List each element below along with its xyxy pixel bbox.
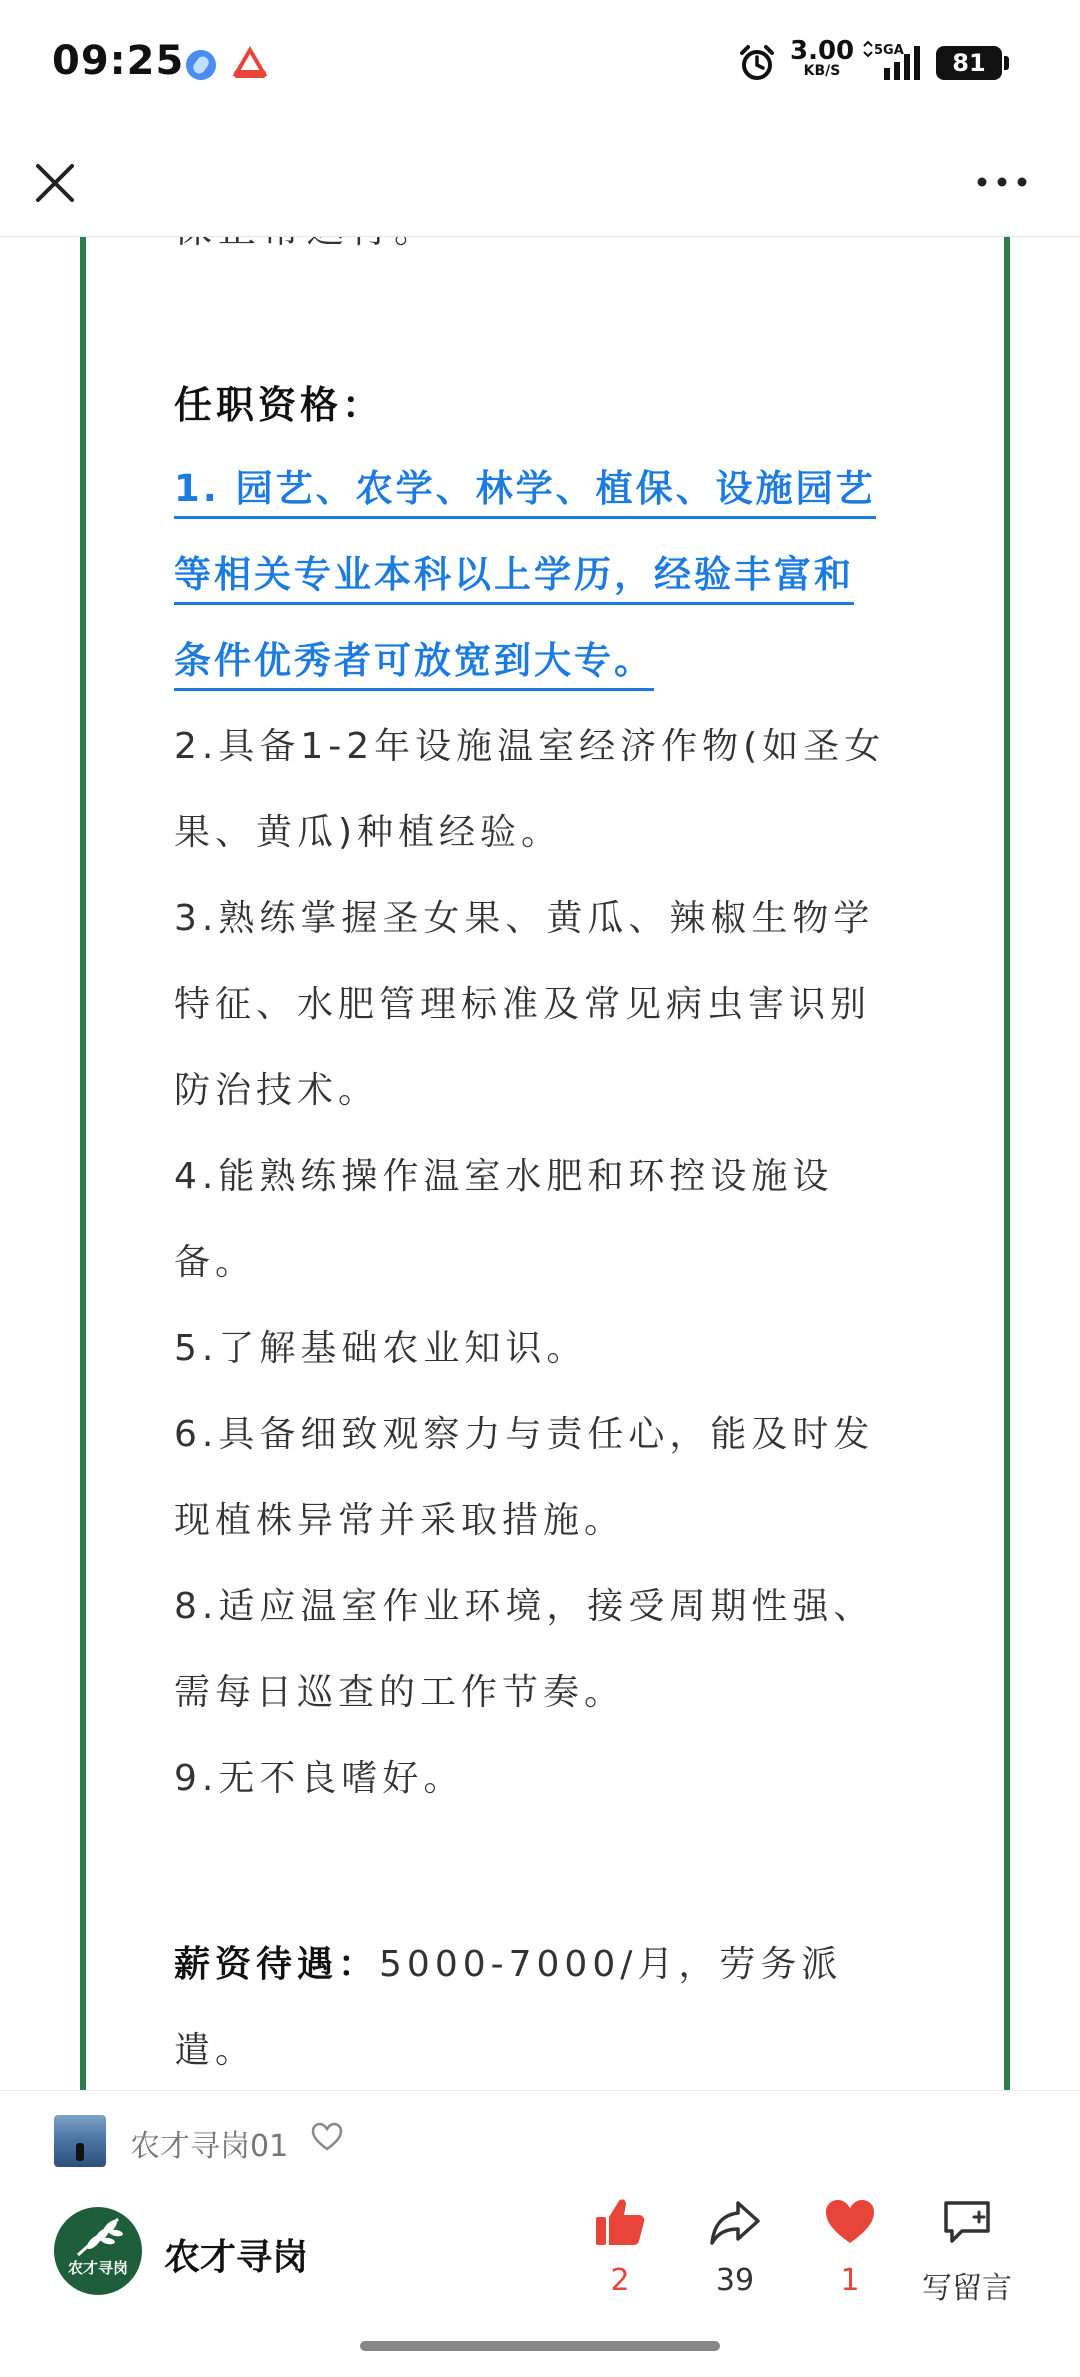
account-logo-text: 农才寻岗 (67, 2259, 128, 2277)
alarm-icon (738, 44, 776, 82)
requirement-line: 3.熟练掌握圣女果、黄瓜、辣椒生物学 (174, 898, 875, 939)
battery-indicator: 81 (936, 46, 1002, 80)
status-bar (0, 0, 1080, 128)
requirement-line: 5.了解基础农业知识。 (174, 1328, 588, 1369)
account-name[interactable]: 农才寻岗 (164, 2237, 309, 2278)
requirement-line: 8.适应温室作业环境，接受周期性强、 (174, 1586, 875, 1627)
signal-icon (862, 40, 924, 84)
heart-count: 1 (840, 2263, 860, 2298)
like-count: 2 (610, 2263, 630, 2298)
requirement-line: 4.能熟练操作温室水肥和环控设施设 (174, 1156, 834, 1197)
network-type: 5GA (874, 43, 904, 58)
requirement-line: 防治技术。 (174, 1070, 380, 1111)
heart-button[interactable] (795, 2195, 905, 2298)
thumbs-up-icon (593, 2195, 647, 2249)
comment-label: 写留言 (922, 2271, 1012, 2306)
requirement-line: 特征、水肥管理标准及常见病虫害识别 (174, 984, 872, 1025)
bottom-bar (0, 2090, 1080, 2377)
salary-label: 薪资待遇： (174, 1944, 380, 1985)
requirement-line: 现植株异常并采取措施。 (174, 1500, 626, 1541)
requirement-line: 9.无不良嗜好。 (174, 1758, 465, 1799)
requirement-line: 果、黄瓜)种植经验。 (174, 812, 563, 853)
network-speed-unit: KB/S (803, 63, 841, 79)
requirement-line: 备。 (174, 1242, 257, 1283)
share-count: 39 (715, 2263, 755, 2298)
home-indicator[interactable] (360, 2341, 720, 2351)
highlight-line: 1. 园艺、农学、林学、植保、设施园艺 (174, 458, 876, 519)
highlight-line: 条件优秀者可放宽到大专。 (174, 630, 654, 691)
comment-icon (940, 2195, 994, 2249)
article-content (80, 236, 1010, 2090)
close-icon[interactable] (30, 158, 80, 208)
salary-value: 5000-7000/月，劳务派 (379, 1944, 843, 1985)
app-notification-icon-2 (230, 46, 270, 82)
like-button[interactable] (565, 2195, 675, 2298)
author-avatar[interactable] (54, 2115, 106, 2167)
wheat-icon (72, 2215, 124, 2259)
requirement-line: 需每日巡查的工作节奏。 (174, 1672, 626, 1713)
salary-line-cont: 遣。 (174, 2030, 257, 2071)
status-time: 09:25 (52, 38, 185, 84)
requirements-title: 任职资格： (174, 383, 385, 427)
heart-icon (823, 2195, 877, 2249)
author-name[interactable]: 农才寻岗01 (130, 2129, 289, 2164)
network-speed (790, 38, 854, 78)
app-notification-icon (186, 50, 216, 80)
network-speed-value: 3.00 (790, 36, 855, 66)
account-logo[interactable] (54, 2207, 142, 2295)
salary-line (174, 1936, 842, 1987)
more-options-icon[interactable] (972, 162, 1032, 202)
requirement-line: 6.具备细致观察力与责任心，能及时发 (174, 1414, 875, 1455)
highlight-line: 等相关专业本科以上学历，经验丰富和 (174, 544, 854, 605)
heart-outline-icon[interactable] (310, 2121, 344, 2153)
top-nav (0, 128, 1080, 237)
share-icon (708, 2195, 762, 2249)
requirement-line: 2.具备1-2年设施温室经济作物(如圣女 (174, 726, 886, 767)
share-button[interactable] (680, 2195, 790, 2298)
comment-button[interactable] (912, 2195, 1022, 2307)
